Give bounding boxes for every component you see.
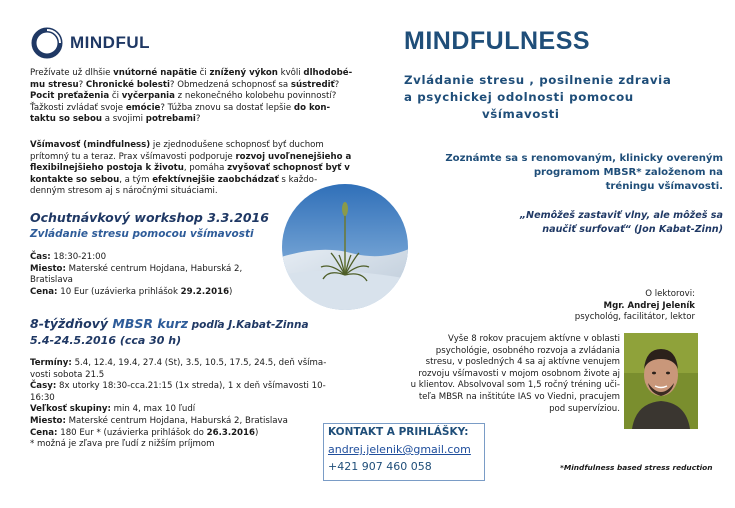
course-times-cont: 16:30 <box>30 392 55 403</box>
lecturer-name: Mgr. Andrej Jeleník <box>603 300 695 311</box>
workshop-topic: Zvládanie stresu pomocou všímavosti <box>30 228 254 240</box>
quote-line: „Nemôžeš zastaviť vlny, ale môžeš sa <box>519 210 723 221</box>
intro-line: denným stresom aj s náročnými situáciami. <box>30 186 218 197</box>
bio-line: rozvoju všímavosti v mojom osobnom živote aj <box>418 368 620 379</box>
intro-line: Pocit preťaženia či vyčerpania z nekonečného kolobehu povinností? <box>30 91 337 102</box>
workshop-city: Bratislava <box>30 275 73 286</box>
invite-line: Zoznámte sa s renomovaným, klinicky overeným <box>445 153 723 164</box>
quote-line: naučiť surfovať“ (Jon Kabat-Zinn) <box>542 223 723 235</box>
course-terms: Termíny: 5.4, 12.4, 19.4, 27.4 (St), 3.5, 10.5, 17.5, 24.5, deň všíma- <box>30 358 327 368</box>
mindful-logo-icon <box>30 26 64 60</box>
course-price: Cena: 180 Eur * (uzávierka prihlášok do 26.3.2016) <box>30 427 259 438</box>
subtitle-line: a psychickej odolnosti pomocou <box>404 90 634 104</box>
lecturer-portrait <box>624 333 698 429</box>
workshop-heading: Ochutnávkový workshop 3.3.2016 <box>30 210 269 225</box>
page-title: MINDFULNESS <box>404 27 591 55</box>
contact-email-link[interactable]: andrej.jelenik@gmail.com <box>328 443 471 456</box>
logo-text: MINDFUL <box>70 33 150 52</box>
course-heading: 8-týždňový MBSR kurz podľa J.Kabat-Zinna <box>30 316 309 331</box>
workshop-time: Čas: 18:30-21:00 <box>30 252 107 262</box>
bio-line: psychológie, osobného rozvoja a zvládania <box>435 345 620 356</box>
workshop-place: Miesto: Materské centrum Hojdana, Haburská 2, <box>30 263 243 274</box>
invite-line: tréningu všímavosti. <box>605 181 723 193</box>
quote <box>430 209 723 236</box>
course-dates: 5.4-24.5.2016 (cca 30 h) <box>30 334 182 347</box>
lecturer-bio <box>400 334 620 415</box>
intro-line: mu stresu? Chronické bolesti? Obmedzená schopnosť sa sústrediť? <box>30 79 340 90</box>
course-place: Miesto: Materské centrum Hojdana, Haburská 2, Bratislava <box>30 415 288 426</box>
intro-line: Všímavosť (mindfulness) je zjednodušene schopnosť byť duchom <box>30 140 324 150</box>
bio-line: u klientov. Absolvoval som 1,5 ročný tréning uči- <box>410 380 620 391</box>
bio-line: teľa MBSR na inštitúte IAS vo Viedni, pracujem <box>418 391 620 402</box>
workshop-details <box>30 252 320 298</box>
lecturer-heading: O lektorovi: <box>645 289 695 299</box>
course-terms-cont: vosti sobota 21.5 <box>30 369 105 380</box>
contact-label: KONTAKT A PRIHLÁŠKY: <box>328 426 469 438</box>
course-details <box>30 358 330 451</box>
course-times: Časy: 8x utorky 18:30-cca.21:15 (1x streda), 1 x deň všímavosti 10- <box>30 381 326 392</box>
lecturer-role: psychológ, facilitátor, lektor <box>574 312 695 323</box>
lecturer-block <box>520 289 695 324</box>
invite-line: programom MBSR* založenom na <box>533 167 723 179</box>
subtitle-line: Zvládanie stresu , posilnenie zdravia <box>404 73 672 87</box>
bio-line: Vyše 8 rokov pracujem aktívne v oblasti <box>448 334 620 344</box>
contact-phone: +421 907 460 058 <box>328 460 432 473</box>
intro-line: Prežívate už dlhšie vnútorné napätie či znížený výkon kvôli dlhodobé- <box>30 68 353 78</box>
bio-line: pod supervíziou. <box>549 403 620 414</box>
intro-line: Ťažkosti zvládať svoje emócie? Túžba znovu sa dostať lepšie do kon- <box>30 102 331 113</box>
course-group: Veľkosť skupiny: min 4, max 10 ľudí <box>30 404 196 415</box>
intro-line: prítomný tu a teraz. Prax všímavosti podporuje rozvoj uvoľnenejšieho a <box>30 151 352 162</box>
intro-line: taktu so sebou a svojimi potrebami? <box>30 114 201 125</box>
workshop-price: Cena: 10 Eur (uzávierka prihlášok 29.2.2016) <box>30 286 233 297</box>
intro-line: kontakte so sebou, a tým efektívnejšie zaobchádzať s každo- <box>30 174 318 185</box>
page-subtitle <box>404 72 724 123</box>
subtitle-line: všímavosti <box>482 107 560 121</box>
course-note: * možná je zľava pre ľudí z nižším príjmom <box>30 439 215 450</box>
invite-text <box>400 152 723 195</box>
intro-line: flexibilnejšieho postoja k životu, pomáha zvyšovať schopnosť byť v <box>30 163 350 174</box>
bio-line: stresu, v posledných 4 sa aj aktívne venujem <box>425 357 620 368</box>
footnote: *Mindfulness based stress reduction <box>560 463 713 472</box>
contact-box <box>323 423 485 481</box>
intro-paragraph-1 <box>30 68 360 126</box>
desert-plant-photo <box>281 183 409 311</box>
